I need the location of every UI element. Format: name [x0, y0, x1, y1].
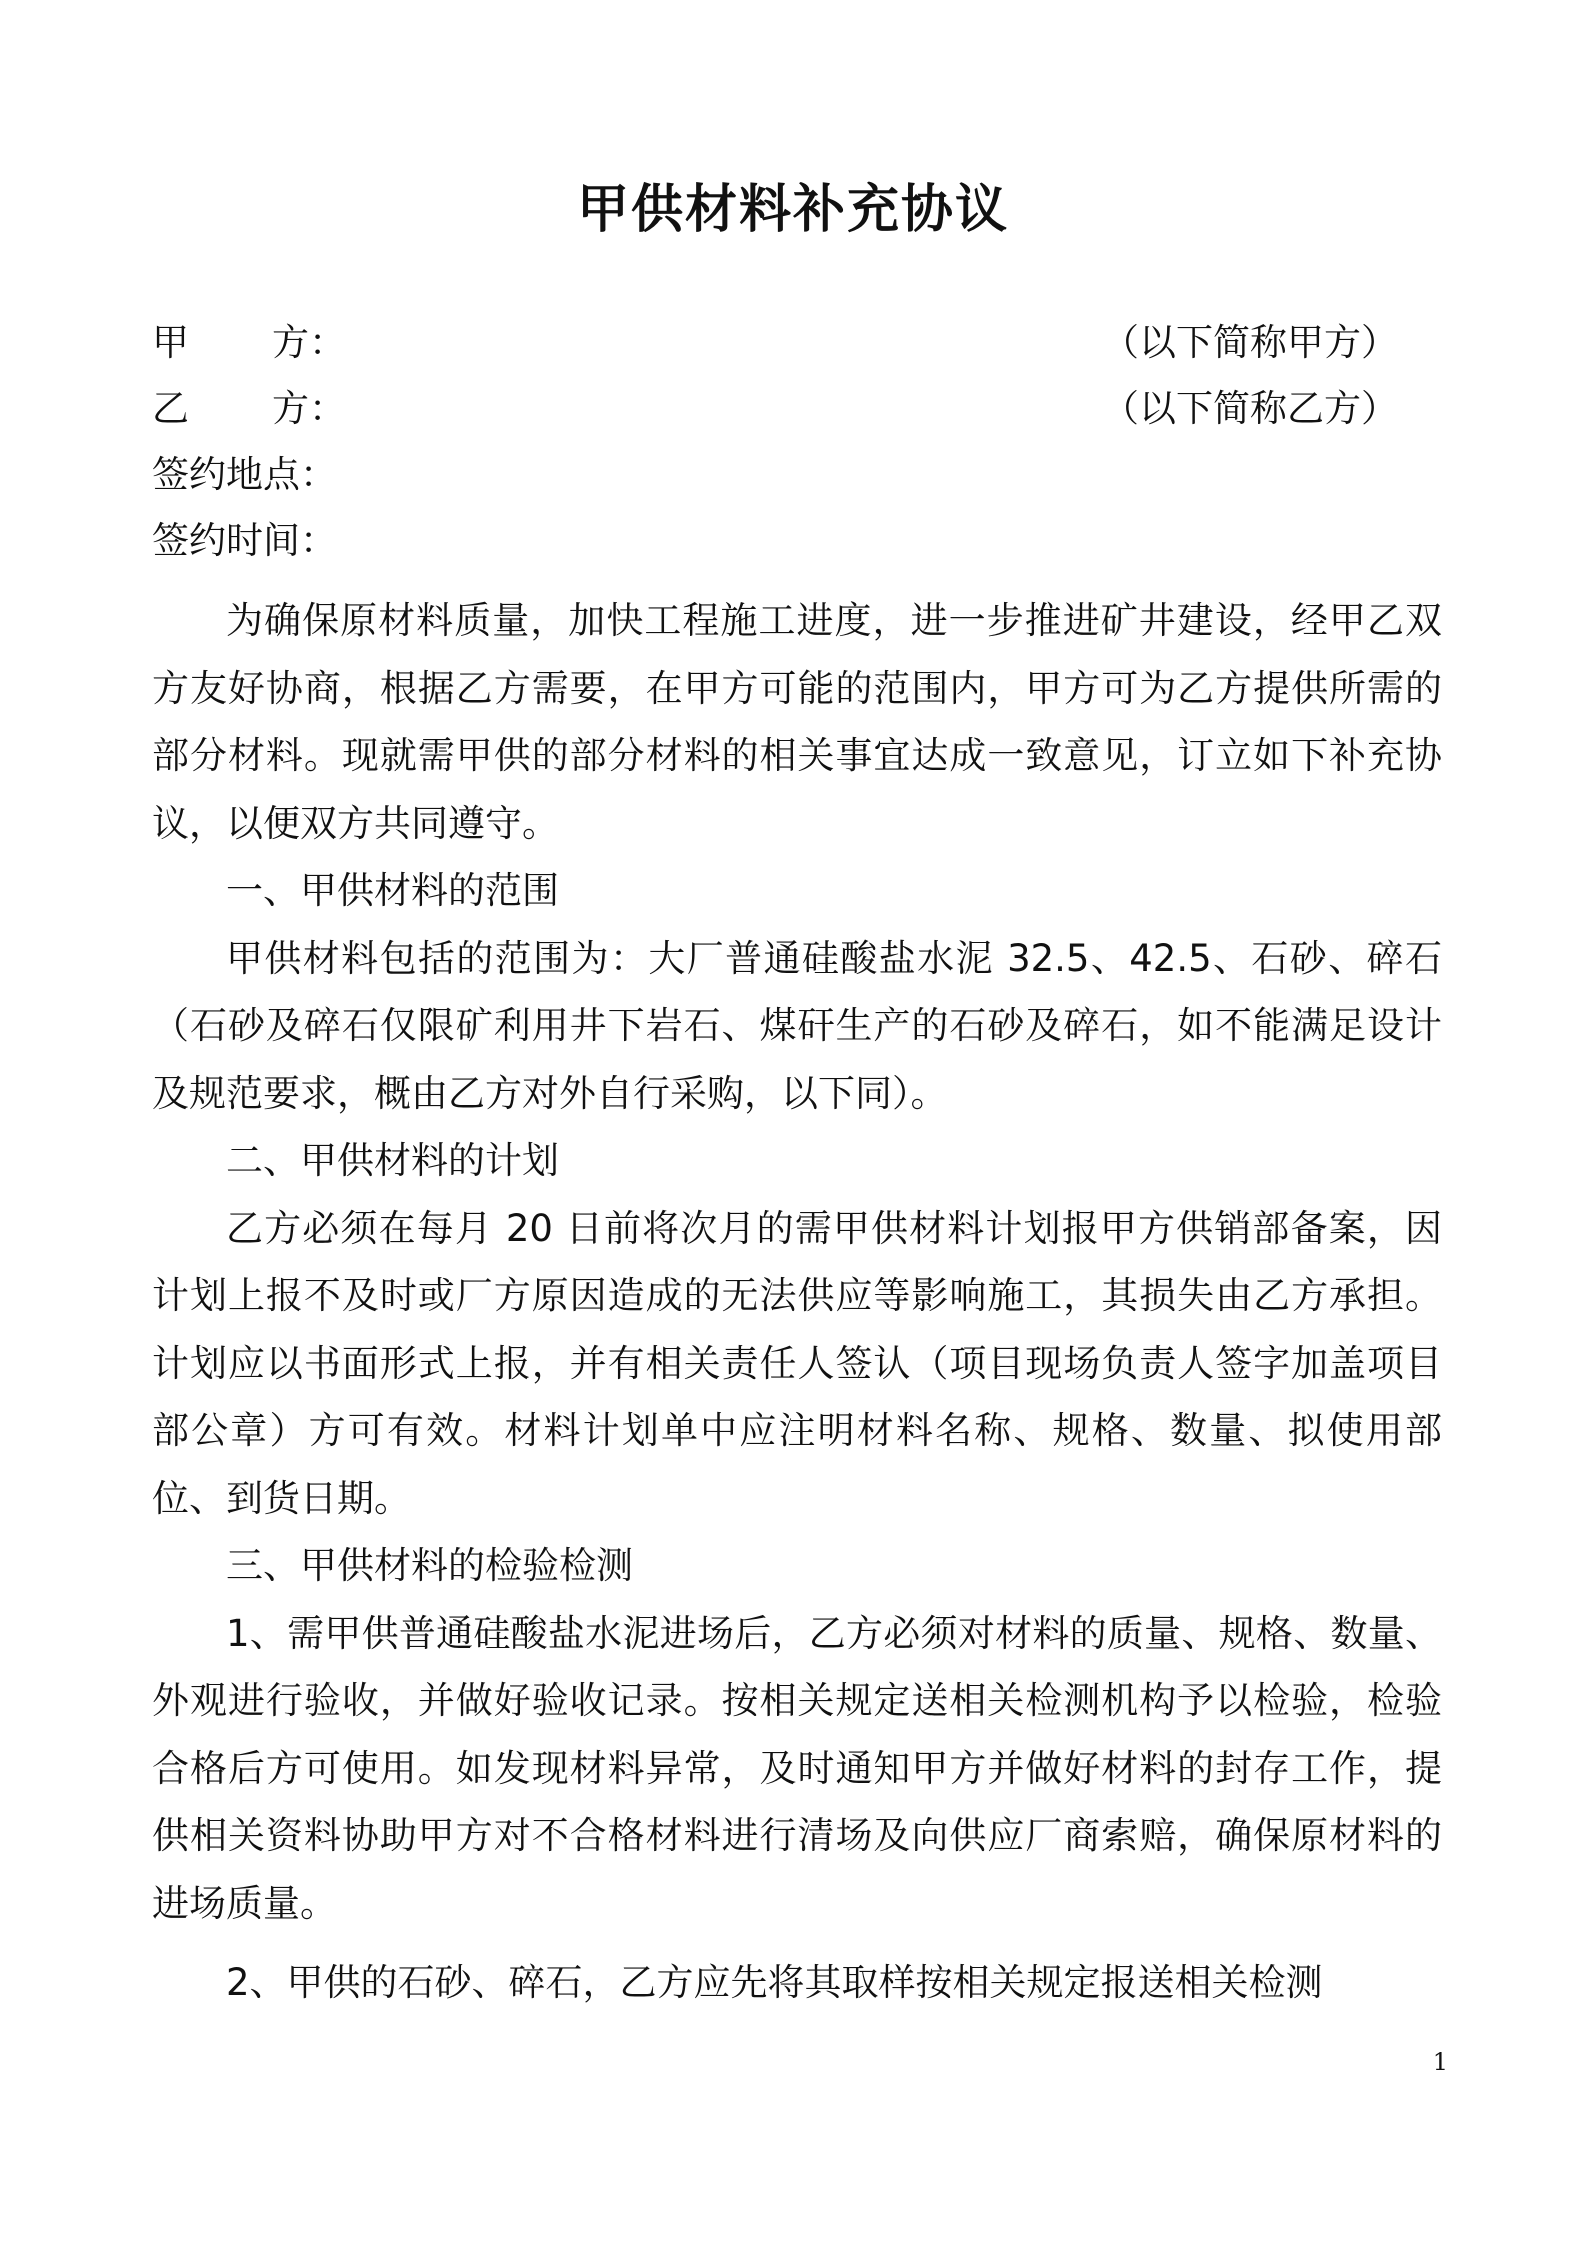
- party-b-key: 乙: [152, 387, 189, 430]
- sign-time-label: 签约时间：: [152, 519, 337, 562]
- party-b-key-suffix: 方：: [272, 387, 346, 430]
- intro-paragraph: 为确保原材料质量，加快工程施工进度，进一步推进矿井建设，经甲乙双方友好协商，根据乙方需要，在甲方可能的范围内，甲方可为乙方提供所需的部分材料。现就需甲供的部分材料的相关事宜达成一致意见，订立如下补充协议，以便双方共同遵守。: [152, 599, 1442, 845]
- section-heading-inspection: 三、甲供材料的检验检测: [226, 1544, 633, 1587]
- sign-time-line: [152, 508, 1452, 574]
- document-title: 甲供材料补充协议: [576, 180, 1009, 240]
- inspection-item-1: 1、需甲供普通硅酸盐水泥进场后，乙方必须对材料的质量、规格、数量、外观进行验收，并做好验收记录。按相关规定送相关检测机构予以检验，检验合格后方可使用。如发现材料异常，及时通知甲方并做好材料的封存工作，提供相关资料协助甲方对不合格材料进行清场及向供应厂商索赔，确保原材料的进场质量。: [152, 1611, 1442, 1925]
- party-a-note: （以下简称甲方）: [1102, 321, 1398, 364]
- plan-paragraph: 乙方必须在每月 20 日前将次月的需甲供材料计划报甲方供销部备案，因计划上报不及时或厂方原因造成的无法供应等影响施工，其损失由乙方承担。计划应以书面形式上报，并有相关责任人签认（项目现场负责人签字加盖项目部公章）方可有效。材料计划单中应注明材料名称、规格、数量、拟使用部位、到货日期。: [152, 1206, 1442, 1520]
- sign-place-label: 签约地点：: [152, 453, 337, 496]
- party-a-line: [152, 310, 1452, 376]
- document-body: [152, 587, 1442, 2017]
- party-b-note: （以下简称乙方）: [1102, 387, 1398, 430]
- section-heading-scope: 一、甲供材料的范围: [226, 869, 559, 912]
- party-a-key-suffix: 方：: [272, 321, 346, 364]
- sign-place-line: [152, 442, 1452, 508]
- page-number: 1: [1432, 2048, 1448, 2076]
- inspection-item-2: 2、甲供的石砂、碎石，乙方应先将其取样按相关规定报送相关检测: [226, 1961, 1323, 2004]
- party-b-line: [152, 376, 1452, 442]
- scope-paragraph: 甲供材料包括的范围为：大厂普通硅酸盐水泥 32.5、42.5、石砂、碎石（石砂及碎石仅限矿利用井下岩石、煤矸生产的石砂及碎石，如不能满足设计及规范要求，概由乙方对外自行采购，以下同）。: [152, 936, 1442, 1115]
- party-a-key: 甲: [152, 321, 189, 364]
- section-heading-plan: 二、甲供材料的计划: [226, 1139, 559, 1182]
